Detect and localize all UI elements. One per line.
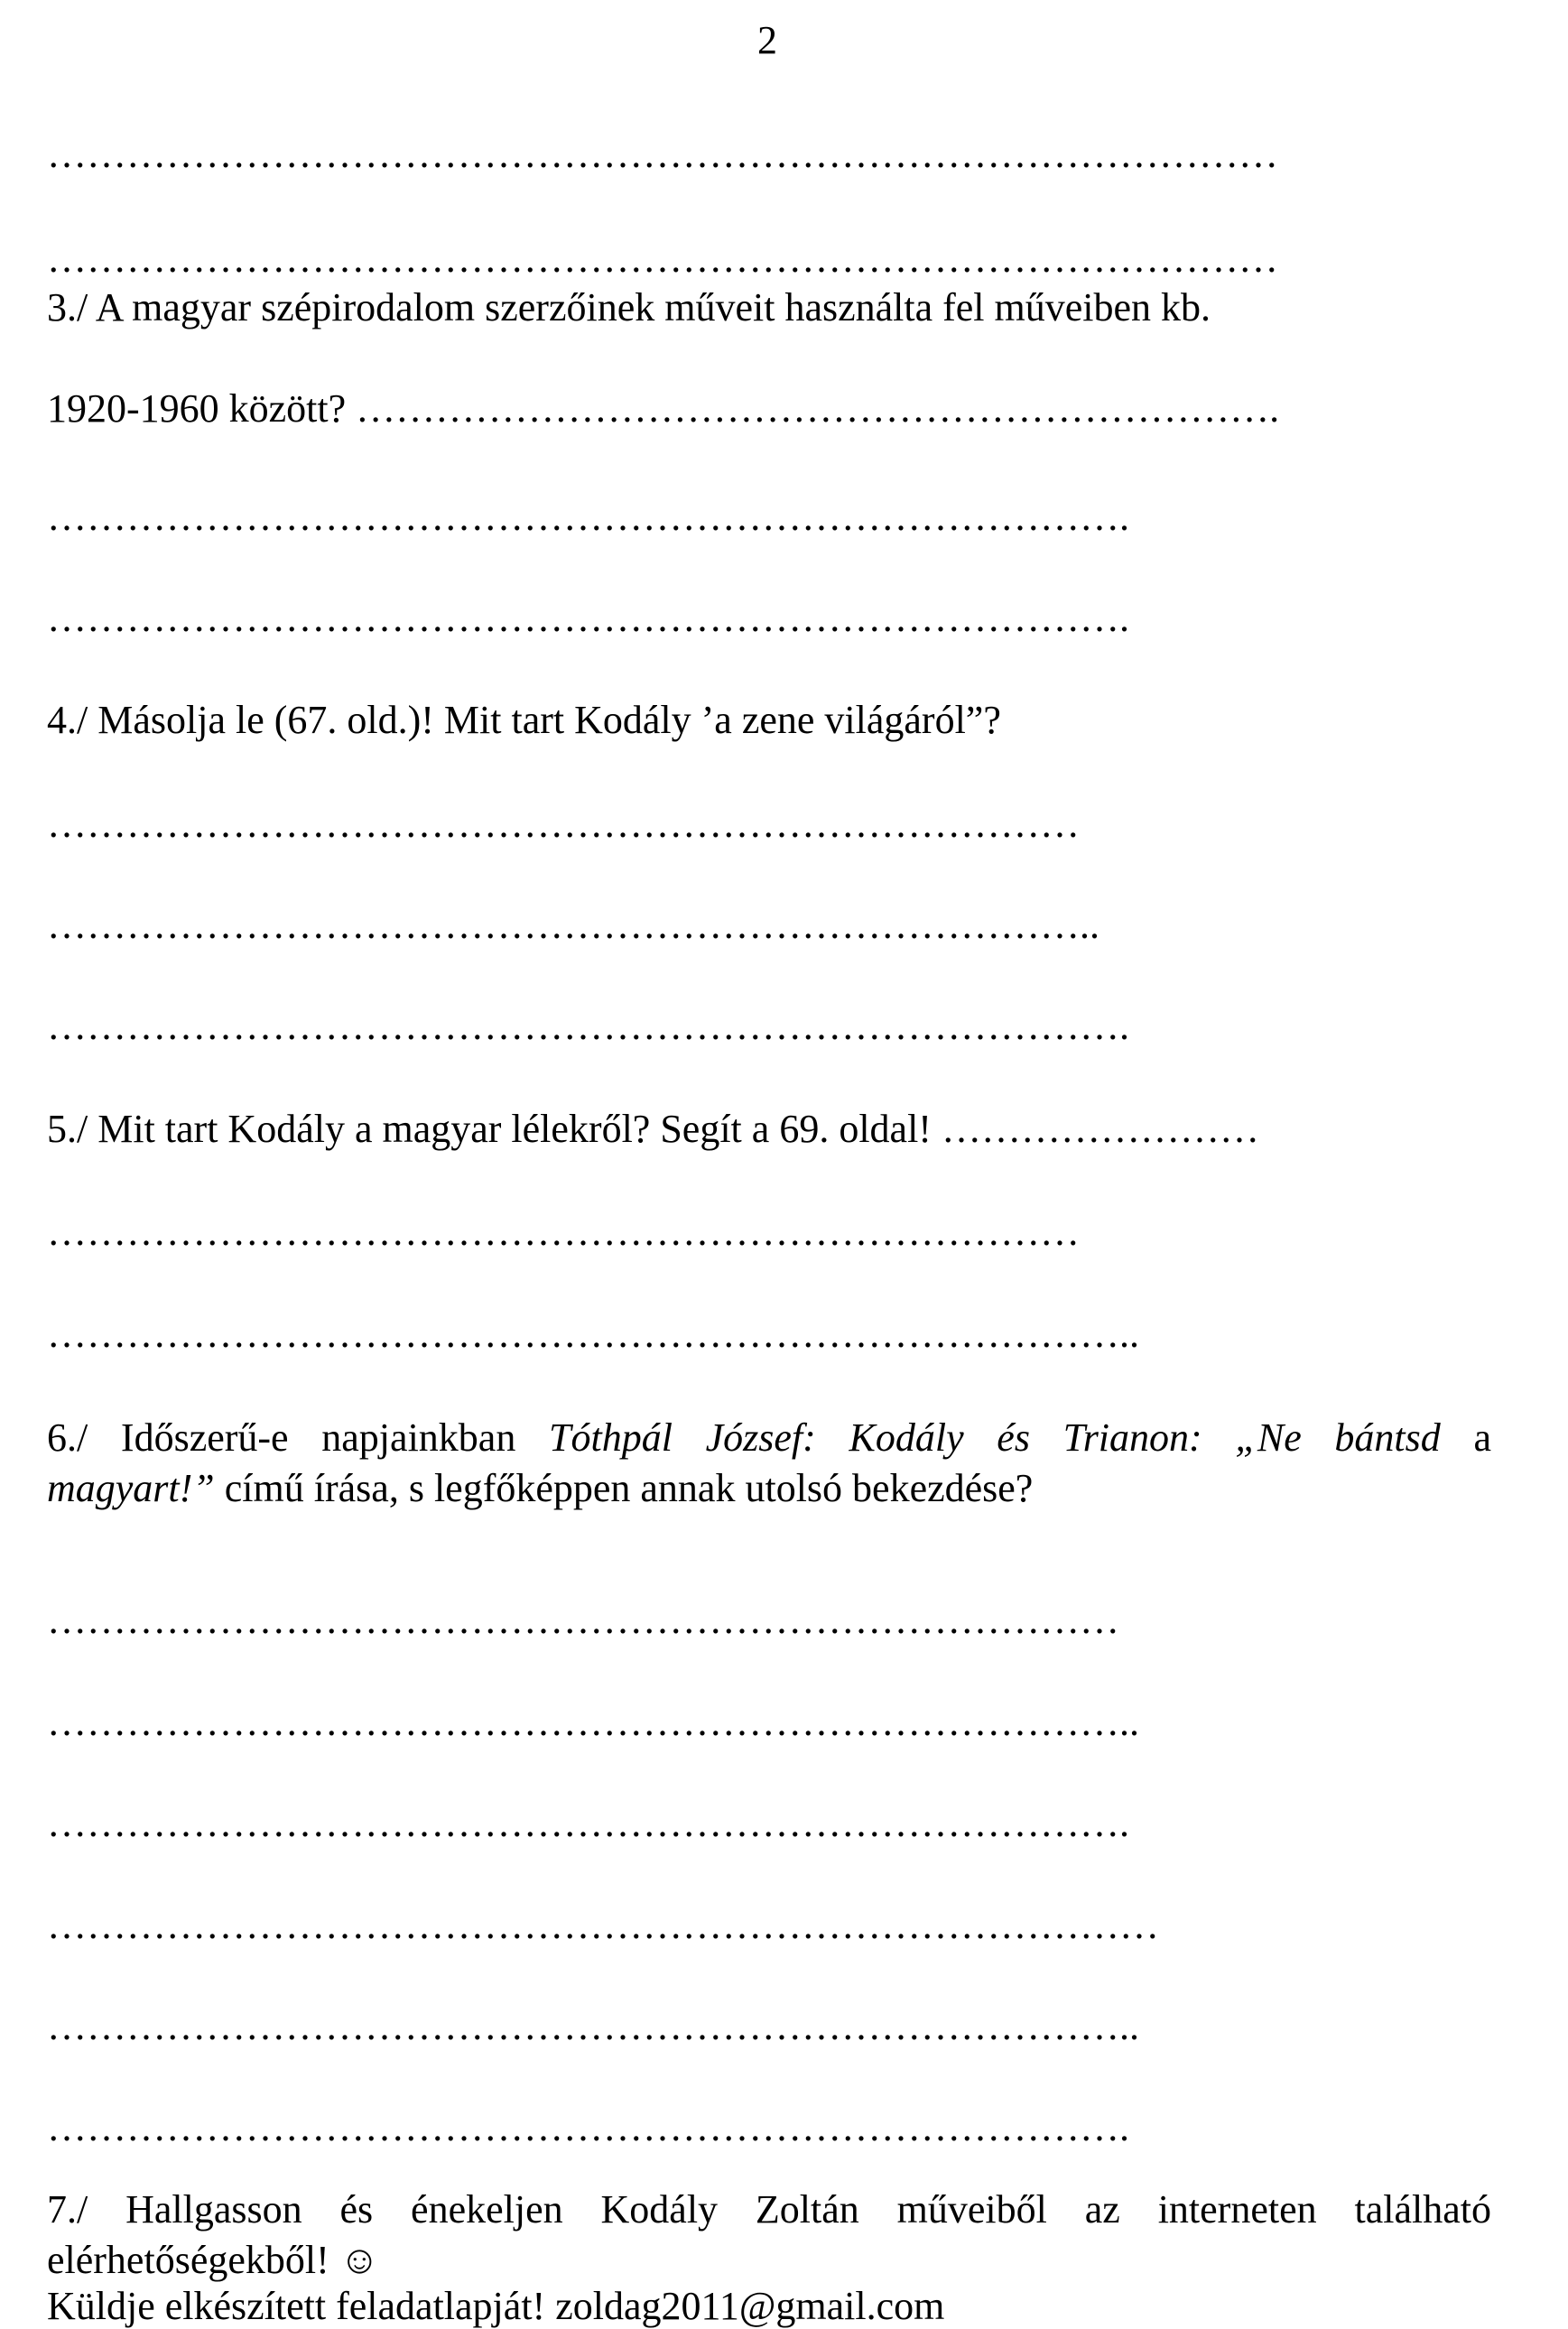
question-7-line-1: 7./ Hallgasson és énekeljen Kodály Zoltán műveiből az interneten található — [47, 2187, 1491, 2232]
question-3-line-1: 3./ A magyar szépirodalom szerzőinek műveit használta fel műveiben kb. — [47, 285, 1211, 329]
answer-line-2: ………………………………………………………………………………… — [47, 237, 1278, 281]
answer-line-9: ……………………………………………………………………….. — [47, 1312, 1139, 1356]
page-number: 2 — [757, 18, 777, 62]
answer-line-7: ………………………………………………………………………. — [47, 1004, 1129, 1048]
answer-line-q3-inline: ……………………………………………………………. — [356, 386, 1280, 431]
question-6-suffix: című írása, s legfőképpen annak utolsó bekezdése? — [214, 1466, 1034, 1510]
answer-line-14: ……………………………………………………………………….. — [47, 2004, 1139, 2048]
answer-line-8: …………………………………………………………………… — [47, 1210, 1080, 1254]
question-7-line-3: Küldje elkészített feladatlapját! zoldag2011@gmail.com — [47, 2284, 945, 2328]
answer-line-13: ………………………………………………………………………… — [47, 1903, 1159, 1947]
question-5-text: 5./ Mit tart Kodály a magyar lélekről? Segít a 69. oldal! — [47, 1107, 942, 1151]
answer-line-q5-inline: …………………… — [941, 1107, 1259, 1151]
question-3-line-2-text: 1920-1960 között? — [47, 386, 357, 431]
question-6-middle: a — [1440, 1415, 1492, 1460]
answer-line-1: ………………………………………………………………………………… — [47, 132, 1278, 176]
question-3-line-2 — [47, 386, 1279, 431]
answer-line-12: ………………………………………………………………………. — [47, 1801, 1129, 1845]
question-6-italic-title: Tóthpál József: Kodály és Trianon: „Ne bántsd — [549, 1415, 1441, 1460]
question-6-prefix: 6./ Időszerű-e napjainkban — [47, 1415, 550, 1460]
question-7-line-2: elérhetőségekből! ☺ — [47, 2238, 380, 2282]
question-5 — [47, 1107, 1259, 1152]
answer-line-10: ……………………………………………………………………… — [47, 1598, 1119, 1642]
answer-line-6: …………………………………………………………………….. — [47, 903, 1099, 947]
answer-line-5: …………………………………………………………………… — [47, 802, 1080, 846]
answer-line-3: ………………………………………………………………………. — [47, 495, 1129, 539]
question-6-line-1 — [47, 1413, 1491, 1463]
answer-line-15: ………………………………………………………………………. — [47, 2105, 1129, 2149]
question-6-italic-tail: magyart!” — [47, 1466, 215, 1510]
question-6-line-2 — [47, 1463, 1491, 1514]
question-4: 4./ Másolja le (67. old.)! Mit tart Kodály ’a zene világáról”? — [47, 698, 1001, 742]
answer-line-11: ……………………………………………………………………….. — [47, 1700, 1139, 1744]
answer-line-4: ………………………………………………………………………. — [47, 596, 1129, 640]
